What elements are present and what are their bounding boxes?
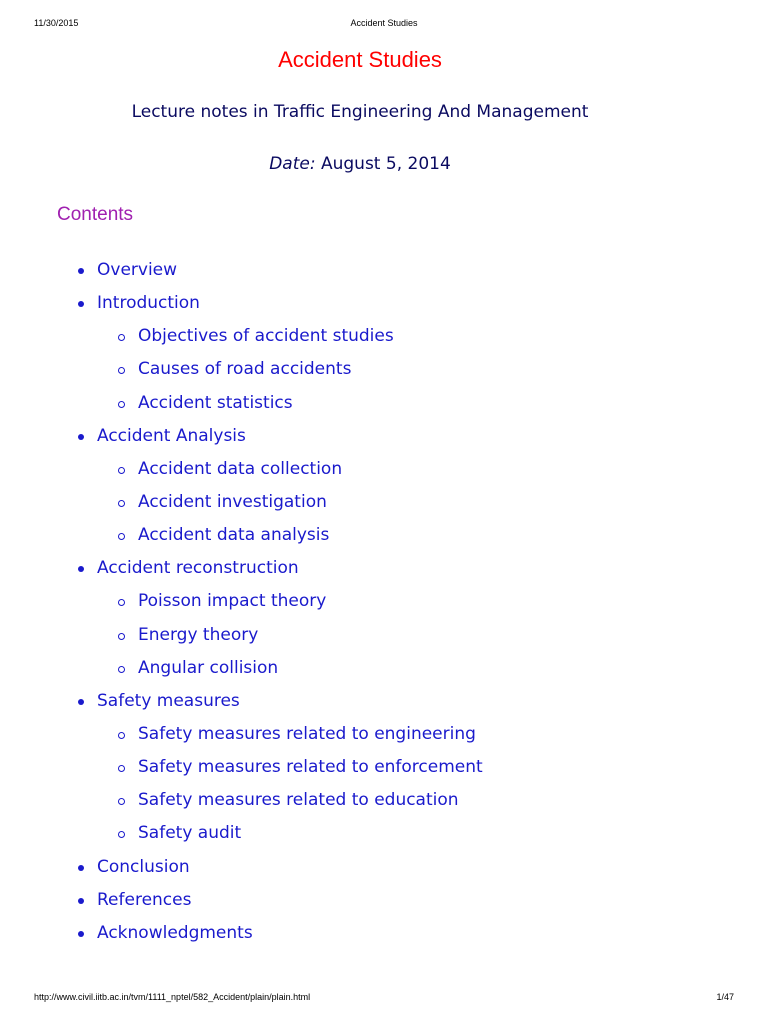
toc-item-conclusion [0, 855, 720, 888]
table-of-contents [0, 258, 720, 954]
toc-subitem [0, 755, 720, 788]
contents-heading: Contents [57, 204, 134, 225]
toc-subitem [0, 623, 720, 656]
circle-bullet-icon [118, 765, 125, 772]
page-title: Accident Studies [278, 47, 442, 72]
page-number: 1/47 [716, 992, 734, 1002]
toc-subitem [0, 357, 720, 390]
toc-item-overview [0, 258, 720, 291]
page-subtitle: Lecture notes in Traffic Engineering And Management [131, 102, 589, 122]
toc-subitem [0, 589, 720, 622]
circle-bullet-icon [118, 732, 125, 739]
circle-bullet-icon [118, 666, 125, 673]
toc-link[interactable]: Accident data analysis [138, 525, 330, 546]
toc-item-introduction [0, 291, 720, 324]
circle-bullet-icon [118, 533, 125, 540]
toc-link[interactable]: Safety measures related to engineering [138, 723, 476, 744]
toc-link[interactable]: Poisson impact theory [138, 591, 327, 612]
bullet-icon [78, 434, 84, 440]
bullet-icon [78, 898, 84, 904]
bullet-icon [78, 301, 84, 307]
toc-link[interactable]: Objectives of accident studies [138, 326, 394, 347]
toc-item-accident-reconstruction [0, 556, 720, 589]
toc-link[interactable]: Introduction [97, 293, 200, 314]
toc-link[interactable]: Accident data collection [138, 458, 343, 479]
circle-bullet-icon [118, 599, 125, 606]
print-header [0, 18, 768, 32]
toc-item-safety-measures [0, 689, 720, 722]
circle-bullet-icon [118, 633, 125, 640]
bullet-icon [78, 699, 84, 705]
toc-link[interactable]: Acknowledgments [97, 922, 253, 943]
toc-link[interactable]: Accident statistics [138, 392, 293, 413]
toc-item-references [0, 888, 720, 921]
toc-link[interactable]: Energy theory [138, 624, 259, 645]
print-footer [0, 992, 768, 1006]
toc-subitem [0, 490, 720, 523]
toc-item-accident-analysis [0, 424, 720, 457]
date-value: August 5, 2014 [320, 154, 451, 174]
circle-bullet-icon [118, 367, 125, 374]
toc-link[interactable]: Safety measures related to enforcement [138, 757, 483, 778]
toc-link[interactable]: Accident Analysis [97, 425, 246, 446]
toc-link[interactable]: References [97, 889, 192, 910]
circle-bullet-icon [118, 401, 125, 408]
circle-bullet-icon [118, 467, 125, 474]
toc-link[interactable]: Angular collision [138, 657, 279, 678]
date-label: Date: [269, 154, 316, 174]
toc-subitem [0, 457, 720, 490]
print-title: Accident Studies [350, 18, 418, 28]
toc-subitem [0, 324, 720, 357]
toc-link[interactable]: Safety measures related to education [138, 790, 459, 811]
toc-link[interactable]: Accident investigation [138, 491, 327, 512]
bullet-icon [78, 865, 84, 871]
print-url: http://www.civil.iitb.ac.in/tvm/1111_nptel/582_Accident/plain/plain.html [34, 992, 311, 1002]
circle-bullet-icon [118, 334, 125, 341]
toc-item-acknowledgments [0, 921, 720, 954]
toc-link[interactable]: Conclusion [97, 856, 190, 877]
toc-link[interactable]: Overview [97, 260, 178, 280]
toc-subitem [0, 656, 720, 689]
toc-subitem [0, 391, 720, 424]
toc-subitem [0, 788, 720, 821]
bullet-icon [78, 268, 84, 274]
circle-bullet-icon [118, 500, 125, 507]
toc-subitem [0, 722, 720, 755]
toc-subitem [0, 821, 720, 854]
toc-subitem [0, 523, 720, 556]
circle-bullet-icon [118, 798, 125, 805]
toc-link[interactable]: Accident reconstruction [97, 558, 299, 579]
bullet-icon [78, 931, 84, 937]
toc-link[interactable]: Safety audit [138, 823, 242, 844]
bullet-icon [78, 566, 84, 572]
toc-link[interactable]: Safety measures [97, 690, 240, 711]
circle-bullet-icon [118, 831, 125, 838]
toc-link[interactable]: Causes of road accidents [138, 359, 352, 380]
print-date: 11/30/2015 [34, 18, 79, 28]
date-line [0, 154, 720, 174]
